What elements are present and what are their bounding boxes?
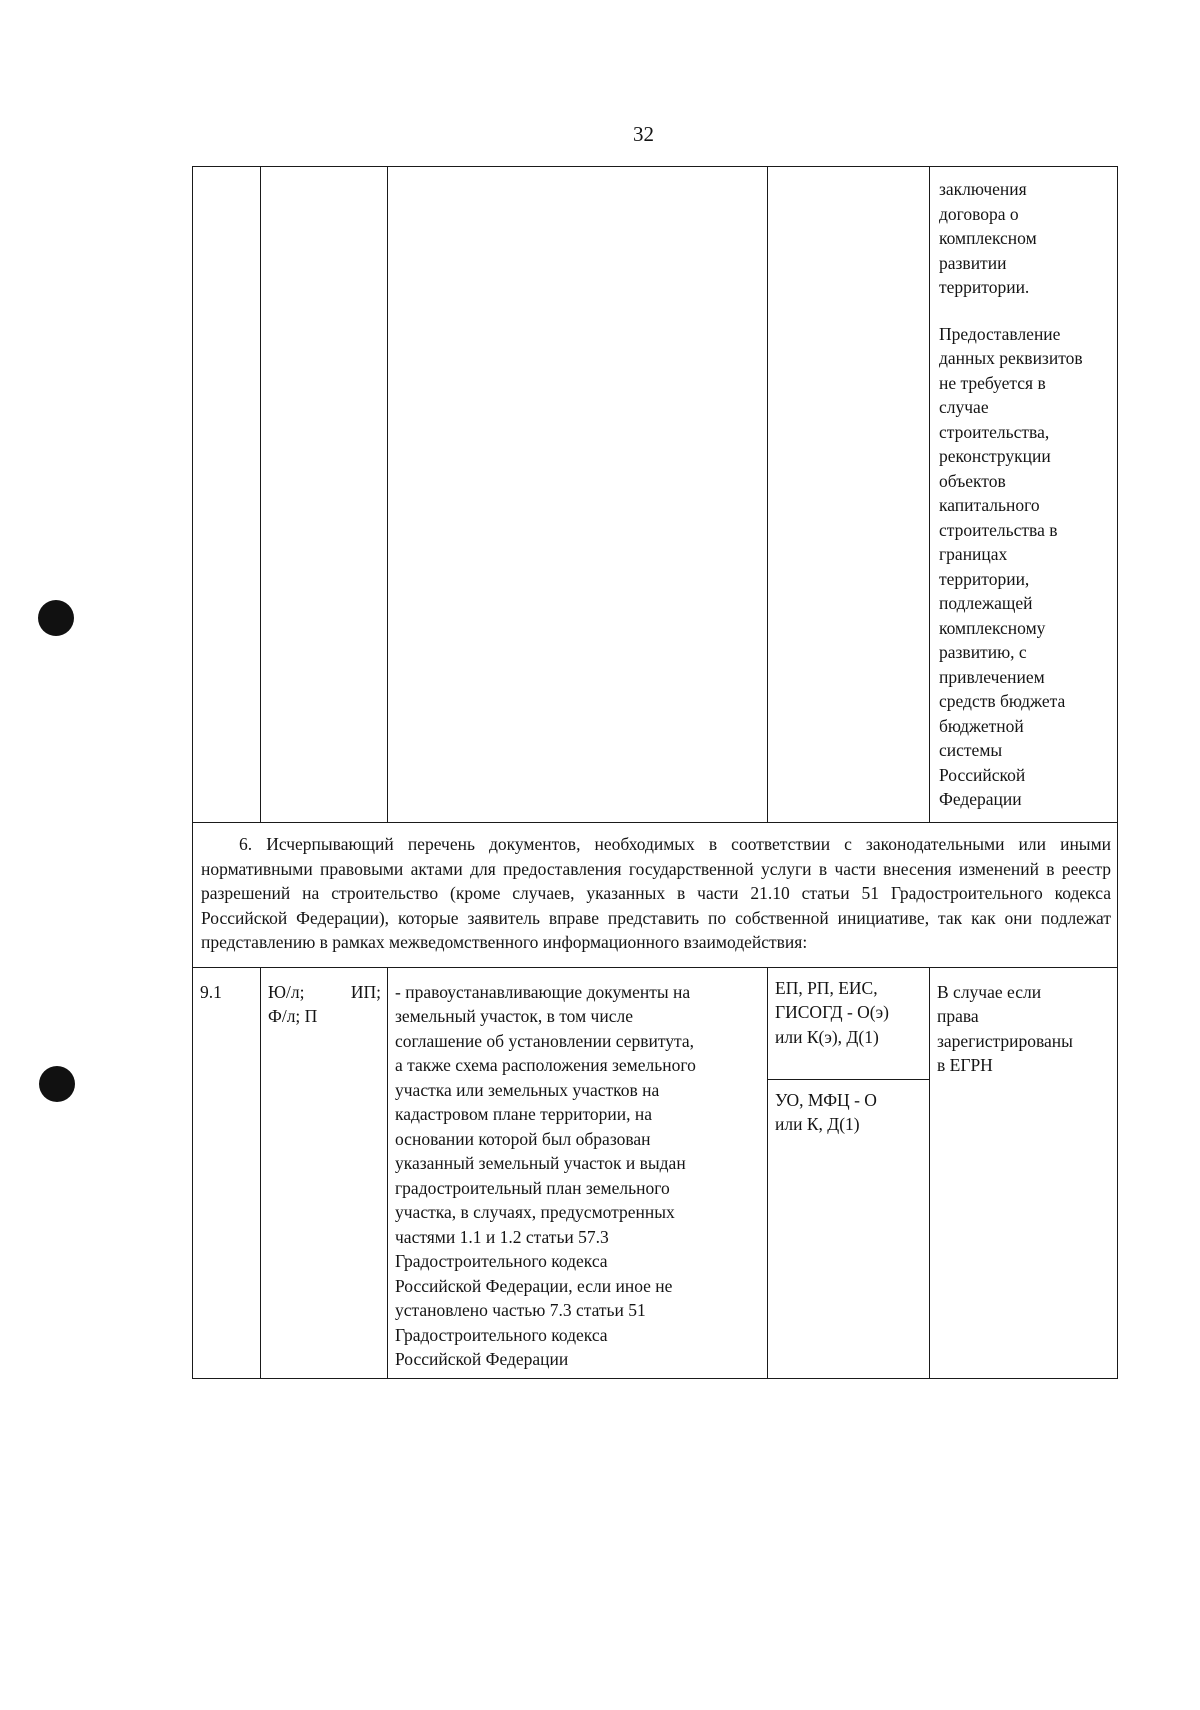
row-9-1 [193,967,1118,1378]
format-electronic: ЕП, РП, ЕИС, ГИСОГД - О(э) или К(э), Д(1) [768,968,929,1080]
continuation-document-cell [388,167,768,823]
page-number: 32 [633,122,654,146]
continuation-note-cell [930,167,1118,823]
continuation-number-cell [193,167,261,823]
row-9-1-number-cell [193,967,261,1378]
row-9-1-applicant-cell [261,967,388,1378]
requirements-table [192,166,1118,1379]
section-6-row [193,823,1118,968]
continuation-row [193,167,1118,823]
row-9-1-format-cell [768,967,930,1378]
punch-hole-lower [39,1066,75,1102]
row-9-1-document-text: - правоустанавливающие документы на земельный участок, в том числе соглашение об установлении сервитута, а также схема расположения земельного участка или земельных участков на кадастровом плане территории, на основании которой был образован указанный земельный участок и выдан градостроительный план земельного участка, в случаях, предусмотренных частями 1.1 и 1.2 статьи 57.3 Градостроительного кодекса Российской Федерации, если иное не установлено частью 7.3 статьи 51 Градостроительного кодекса Российской Федерации [395,981,696,1369]
row-9-1-note-cell [930,967,1118,1378]
format-paper: УО, МФЦ - О или К, Д(1) [775,1089,877,1134]
section-6-number: 6. [239,834,253,854]
row-9-1-number: 9.1 [200,981,222,1002]
applicant-individual: Ф/л; П [268,1006,318,1026]
continuation-format-cell [768,167,930,823]
continuation-applicant-cell [261,167,388,823]
continuation-note-part2: Предоставление данных реквизитов не требуется в случае строительства, реконструкции объектов капитального строительства в границах территории, подлежащей комплексному развитию, с привлечением средств бюджета бюджетной системы Российской Федерации [939,323,1083,809]
section-6-cell [193,823,1118,968]
row-9-1-note: В случае если права зарегистрированы в ЕГРН [937,981,1073,1075]
applicant-entrepreneur: ИП; [350,981,381,1002]
row-9-1-document-cell [388,967,768,1378]
punch-hole-upper [38,600,74,636]
continuation-note-part1: заключения договора о комплексном развитии территории. [939,179,1037,297]
section-6-text: Исчерпывающий перечень документов, необходимых в соответствии с законодательными или иными нормативными правовыми актами для предоставления государственной услуги в части внесения изменений в реестр разрешений на строительство (кроме случаев, указанных в части 21.10 статьи 51 Градостроительного кодекса Российской Федерации), которые заявитель вправе представить по собственной инициативе, так как они подлежат представлению в рамках межведомственного информационного взаимодействия: [201,834,1112,952]
applicant-legal-entity: Ю/л; [268,981,305,1002]
